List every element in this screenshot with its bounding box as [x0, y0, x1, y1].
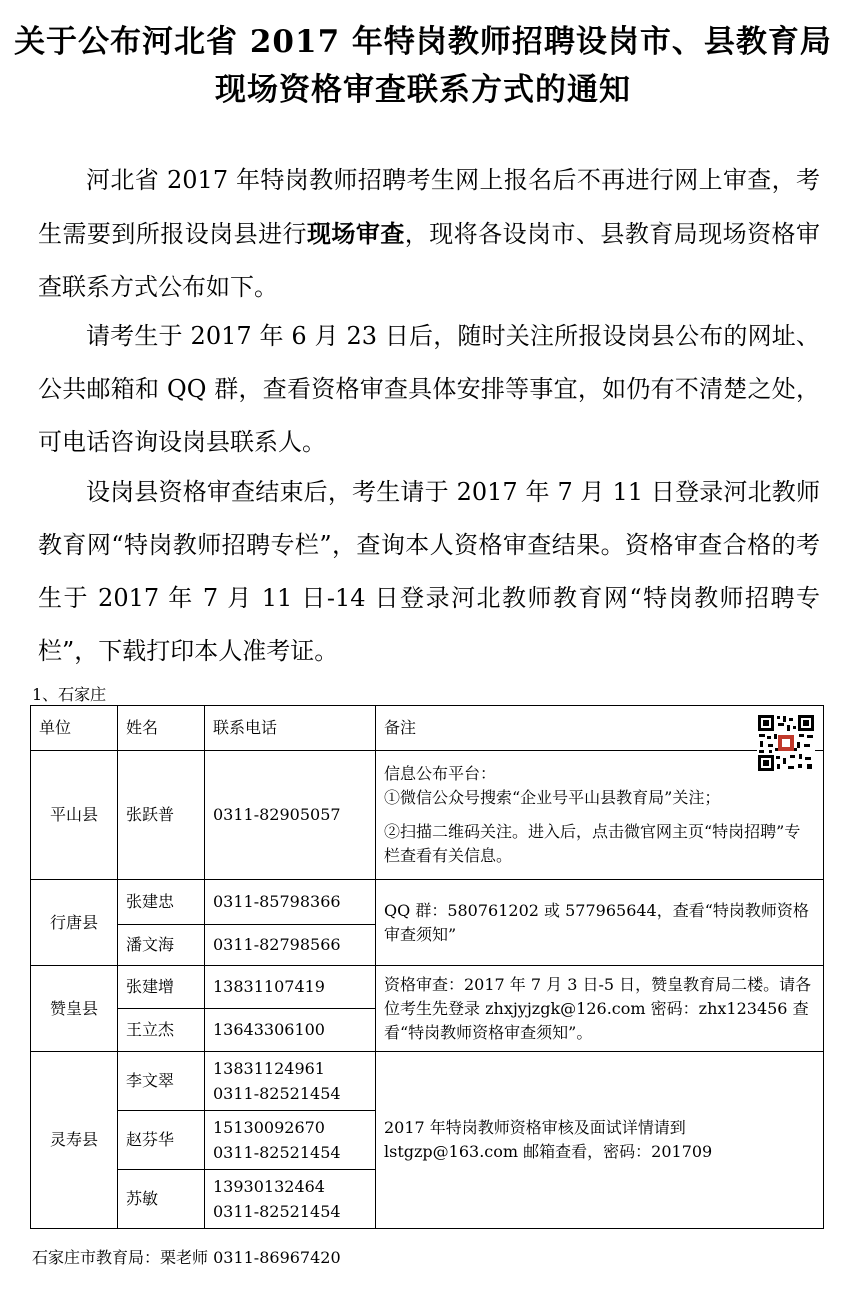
document-title-line1: 关于公布河北省 2017 年特岗教师招聘设岗市、县教育局: [14, 24, 832, 60]
unit-cell: 行唐县: [31, 880, 118, 966]
table-row: [31, 966, 824, 1009]
phone-cell: [205, 1170, 376, 1229]
intro-paragraph: [38, 154, 820, 314]
name-cell: 张跃普: [118, 751, 205, 880]
header-note: [376, 706, 824, 751]
note-line: ①微信公众号搜索“企业号平山县教育局”关注；: [384, 788, 721, 807]
office-phone: 0311-82521454: [213, 1202, 341, 1221]
phone-cell: 0311-82905057: [205, 751, 376, 880]
section-title: 1、石家庄: [32, 685, 107, 704]
unit-cell: 平山县: [31, 751, 118, 880]
note-line: 信息公布平台：: [384, 764, 497, 783]
unit-cell: 赞皇县: [31, 966, 118, 1052]
intro-text-before: 河北省 2017 年特岗教师招聘考生网上报名后不再进行网上审查，考生需要到所报设岗县进行: [38, 166, 820, 248]
intro-text-after: ，现将各设岗市、县教育局现场资格审查联系方式公布如下。: [38, 220, 821, 301]
contacts-table: [30, 705, 824, 1229]
name-cell: 苏敏: [118, 1170, 205, 1229]
note-cell: 2017 年特岗教师资格审核及面试详情请到 lstgzp@163.com 邮箱查看，密码：201709: [376, 1052, 824, 1229]
table-row: [31, 751, 824, 880]
table-row: [31, 1052, 824, 1111]
mobile-phone: 13831124961: [213, 1059, 325, 1078]
mobile-phone: 15130092670: [213, 1118, 325, 1137]
header-unit: 单位: [31, 706, 118, 751]
mobile-phone: 13930132464: [213, 1177, 325, 1196]
office-phone: 0311-82521454: [213, 1084, 341, 1103]
name-cell: 李文翠: [118, 1052, 205, 1111]
phone-cell: 0311-82798566: [205, 925, 376, 966]
notice-paragraph: 请考生于 2017 年 6 月 23 日后，随时关注所报设岗县公布的网址、公共邮箱和 QQ 群，查看资格审查具体安排等事宜，如仍有不清楚之处，可电话咨询设岗县联系人。: [38, 322, 820, 456]
document-title-line2: 现场资格审查联系方式的通知: [215, 72, 631, 108]
header-note-label: 备注: [384, 718, 417, 737]
unit-cell: 灵寿县: [31, 1052, 118, 1229]
header-name: 姓名: [118, 706, 205, 751]
table-row: [31, 880, 824, 925]
office-phone: 0311-82521454: [213, 1143, 341, 1162]
qr-code-icon: [757, 714, 815, 772]
note-line: ②扫描二维码关注。进入后，点击微官网主页“特岗招聘”专栏查看有关信息。: [384, 822, 801, 865]
name-cell: 王立杰: [118, 1009, 205, 1052]
phone-cell: 13643306100: [205, 1009, 376, 1052]
phone-cell: [205, 1111, 376, 1170]
phone-cell: 13831107419: [205, 966, 376, 1009]
name-cell: 潘文海: [118, 925, 205, 966]
table-header-row: [31, 706, 824, 751]
name-cell: 张建增: [118, 966, 205, 1009]
name-cell: 赵芬华: [118, 1111, 205, 1170]
name-cell: 张建忠: [118, 880, 205, 925]
footer-contact: 石家庄市教育局：栗老师 0311-86967420: [32, 1248, 341, 1267]
phone-cell: 0311-85798366: [205, 880, 376, 925]
note-cell: 资格审查：2017 年 7 月 3 日-5 日，赞皇教育局二楼。请各位考生先登录 zhxjyjzgk@126.com 密码：zhx123456 查看“特岗教师资格审查须知”。: [376, 966, 824, 1052]
note-cell: QQ 群：580761202 或 577965644，查看“特岗教师资格审查须知”: [376, 880, 824, 966]
result-paragraph: 设岗县资格审查结束后，考生请于 2017 年 7 月 11 日登录河北教师教育网“特岗教师招聘专栏”，查询本人资格审查结果。资格审查合格的考生于 2017 年 7 月 11 日-14 日登录河北教师教育网“特岗教师招聘专栏”，下载打印本人准考证。: [38, 478, 820, 665]
phone-cell: [205, 1052, 376, 1111]
intro-text-bold: 现场审查: [306, 219, 405, 248]
header-phone: 联系电话: [205, 706, 376, 751]
